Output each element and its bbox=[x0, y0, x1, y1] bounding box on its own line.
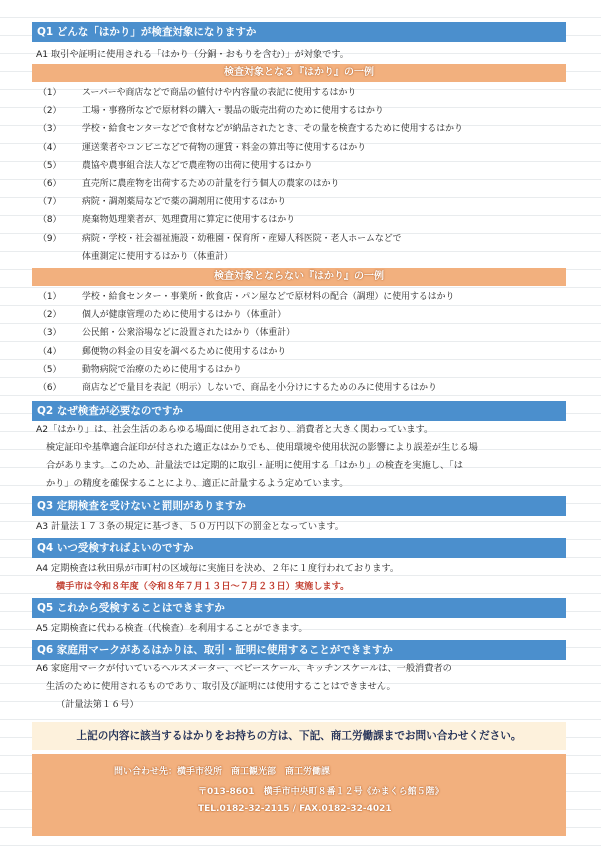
list-item bbox=[32, 324, 566, 342]
item-number: （2） bbox=[38, 106, 62, 117]
item-text: 公民館・公衆浴場などに設置されたはかり（体重計） bbox=[82, 328, 295, 339]
list-item bbox=[32, 157, 566, 175]
q6-answer bbox=[32, 660, 566, 714]
list-item bbox=[32, 102, 566, 120]
q2-answer-line: 合があります。このため、計量法では定期的に取引・証明に使用する「はかり」の検査を実施し、「は bbox=[46, 460, 463, 472]
list-item bbox=[32, 120, 566, 138]
q6-answer-line: A6 家庭用マークが付いているヘルスメーター、ベビースケール、キッチンスケールは、一般消費者の bbox=[36, 663, 452, 675]
item-number: （4） bbox=[38, 142, 62, 153]
item-text: 動物病院で治療のために使用するはかり bbox=[82, 364, 242, 375]
item-number: （3） bbox=[38, 328, 62, 339]
q6-question: Q6 家庭用マークがあるはかりは、取引・証明に使用することができますか bbox=[32, 640, 566, 660]
item-number: （7） bbox=[38, 197, 62, 208]
item-number: （8） bbox=[38, 215, 62, 226]
q1-question: Q1 どんな「はかり」が検査対象になりますか bbox=[32, 22, 566, 42]
inspected-examples-list bbox=[32, 84, 566, 266]
contact-phone-fax: TEL.0182-32-2115 / FAX.0182-32-4021 bbox=[198, 804, 392, 815]
list-item bbox=[32, 306, 566, 324]
q5-answer-text: A5 定期検査に代わる検査（代検査）を利用することができます。 bbox=[36, 623, 308, 635]
q4-highlight-date: 横手市は令和８年度（令和８年７月１３日～７月２３日）実施します。 bbox=[56, 581, 350, 593]
document-page bbox=[32, 22, 566, 836]
item-number: （5） bbox=[38, 364, 62, 375]
inspected-examples-header: 検査対象となる『はかり』の一例 bbox=[32, 64, 566, 82]
not-inspected-examples-header: 検査対象とならない『はかり』の一例 bbox=[32, 268, 566, 286]
contact-box bbox=[32, 754, 566, 836]
list-item bbox=[32, 139, 566, 157]
q2-question: Q2 なぜ検査が必要なのですか bbox=[32, 401, 566, 421]
item-number: （9） bbox=[38, 233, 62, 244]
q5-question: Q5 これから受検することはできますか bbox=[32, 598, 566, 618]
q4-answer bbox=[32, 560, 566, 596]
contact-notice: 上記の内容に該当するはかりをお持ちの方は、下記、商工労働課までお問い合わせください。 bbox=[32, 722, 566, 750]
item-number: （1） bbox=[38, 88, 62, 98]
q4-answer-text: A4 定期検査は秋田県が市町村の区域毎に実施日を決め、２年に１度行われております。 bbox=[36, 563, 400, 575]
contact-office: 問い合わせ先：横手市役所 商工観光部 商工労働課 bbox=[114, 767, 331, 778]
list-item bbox=[32, 379, 566, 397]
item-text: 運送業者やコンビニなどで荷物の運賃・料金の算出等に使用するはかり bbox=[82, 142, 366, 153]
item-number: （3） bbox=[38, 124, 62, 135]
q2-answer-line: 検定証印や基準適合証印が付された適正なはかりでも、使用環境や使用状況の影響により誤差が生じる場 bbox=[46, 442, 478, 454]
q1-answer bbox=[32, 46, 566, 64]
list-item bbox=[32, 288, 566, 306]
q3-answer bbox=[32, 518, 566, 536]
q1-answer-text: A1 取引や証明に使用される「はかり（分銅・おもりを含む）」が対象です。 bbox=[36, 49, 349, 60]
q2-answer bbox=[32, 421, 566, 493]
q6-answer-line: 生活のために使用されるものであり、取引及び証明には使用することはできません。 bbox=[46, 681, 396, 693]
item-text: 個人が健康管理のために使用するはかり（体重計） bbox=[82, 310, 287, 321]
list-item bbox=[32, 361, 566, 379]
item-number: （6） bbox=[38, 383, 62, 394]
item-number: （6） bbox=[38, 179, 62, 190]
list-item bbox=[32, 343, 566, 361]
q5-answer bbox=[32, 620, 566, 638]
item-number: （5） bbox=[38, 160, 62, 171]
q6-answer-line: （計量法第１６号） bbox=[56, 699, 139, 711]
q4-question: Q4 いつ受検すればよいのですか bbox=[32, 538, 566, 558]
item-number: （4） bbox=[38, 346, 62, 357]
item-text: 病院・学校・社会福祉施設・幼稚園・保育所・産婦人科医院・老人ホームなどで bbox=[82, 233, 402, 244]
item-number: （1） bbox=[38, 292, 62, 303]
list-item-continuation: 体重測定に使用するはかり（体重計） bbox=[82, 251, 233, 262]
item-text: 商店などで量目を表記（明示）しないで、商品を小分けにするためのみに使用するはかり bbox=[82, 383, 437, 394]
item-text: 郵便物の料金の目安を調べるために使用するはかり bbox=[82, 346, 287, 357]
item-text: スーパーや商店などで商品の値付けや内容量の表記に使用するはかり bbox=[82, 88, 357, 98]
list-item bbox=[32, 211, 566, 229]
contact-address: 〒013-8601 横手市中央町８番１２号《かまくら館５階》 bbox=[198, 787, 444, 798]
item-text: 直売所に農産物を出荷するための計量を行う個人の農家のはかり bbox=[82, 179, 340, 190]
list-item bbox=[32, 84, 566, 102]
not-inspected-examples-list bbox=[32, 288, 566, 397]
q2-answer-line: A2「はかり」は、社会生活のあらゆる場面に使用されており、消費者と大きく関わっています。 bbox=[36, 424, 434, 436]
list-item bbox=[32, 175, 566, 193]
list-item bbox=[32, 230, 566, 248]
item-text: 工場・事務所などで原材料の購入・製品の販売出荷のために使用するはかり bbox=[82, 106, 384, 117]
item-text: 廃棄物処理業者が、処理費用に算定に使用するはかり bbox=[82, 215, 295, 226]
q3-question: Q3 定期検査を受けないと罰則がありますか bbox=[32, 496, 566, 516]
item-text: 学校・給食センターなどで食材などが納品されたとき、その量を検査するために使用するはかり bbox=[82, 124, 463, 135]
list-item bbox=[32, 193, 566, 211]
q2-answer-line: かり」の精度を確保することにより、適正に計量するよう定めています。 bbox=[46, 478, 349, 490]
item-text: 病院・調剤薬局などで薬の調剤用に使用するはかり bbox=[82, 197, 287, 208]
item-text: 学校・給食センター・事業所・飲食店・パン屋などで原材料の配合（調理）に使用するはかり bbox=[82, 292, 455, 303]
item-number: （2） bbox=[38, 310, 62, 321]
q3-answer-text: A3 計量法１７３条の規定に基づき、５０万円以下の罰金となっています。 bbox=[36, 521, 344, 533]
item-text: 農協や農事組合法人などで農産物の出荷に使用するはかり bbox=[82, 160, 313, 171]
